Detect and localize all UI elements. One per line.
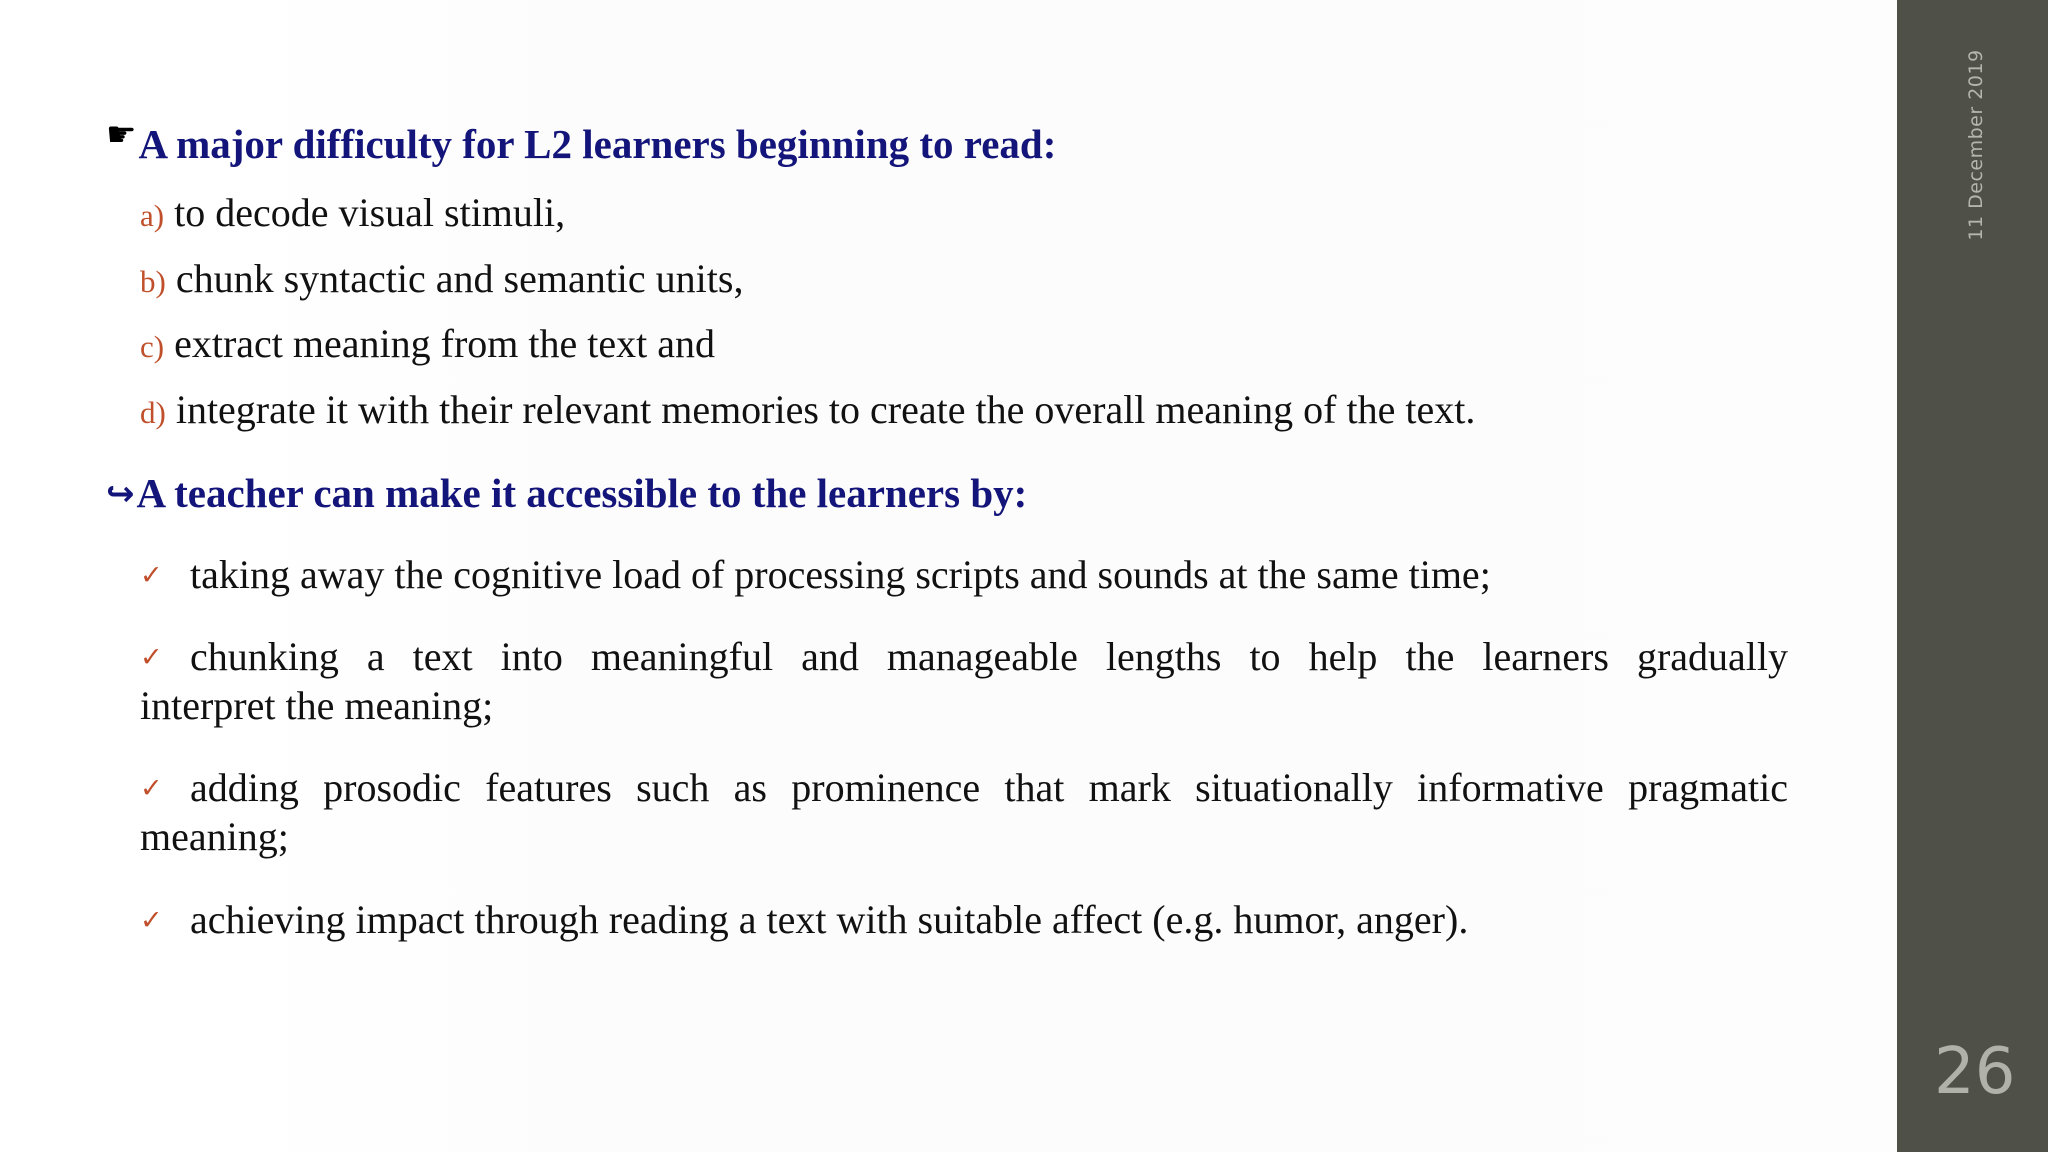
check-list-item <box>140 896 1788 945</box>
slide-date: 11 December 2019 <box>1965 49 1987 241</box>
checkmark-icon: ✓ <box>140 905 163 936</box>
check-item-continuation: meaning; <box>140 814 289 859</box>
list-marker: c) <box>140 329 165 364</box>
checkmark-icon: ✓ <box>140 773 163 804</box>
check-list-item <box>140 764 1788 861</box>
check-item-text: taking away the cognitive load of processing scripts and sounds at the same time; <box>190 552 1491 597</box>
list-item-text: chunk syntactic and semantic units, <box>175 256 744 301</box>
heading-text: A teacher can make it accessible to the learners by: <box>136 470 1028 516</box>
list-item <box>140 321 715 366</box>
list-marker: d) <box>140 395 166 430</box>
heading-text: A major difficulty for L2 learners beginning to read: <box>138 121 1057 167</box>
checkmark-icon: ✓ <box>140 560 163 591</box>
list-item <box>140 387 1476 432</box>
check-list-item <box>140 633 1788 730</box>
check-item-text: achieving impact through reading a text with suitable affect (e.g. humor, anger). <box>190 897 1469 942</box>
check-item-text: chunking a text into meaningful and manageable lengths to help the learners gradually <box>190 634 1788 679</box>
section-heading-difficulty <box>106 115 1057 167</box>
list-item-text: to decode visual stimuli, <box>174 190 566 235</box>
check-item-continuation: interpret the meaning; <box>140 683 494 728</box>
list-item <box>140 256 744 301</box>
hook-arrow-icon: ↪ <box>106 474 135 514</box>
list-marker: b) <box>140 264 166 299</box>
list-item <box>140 190 566 235</box>
checkmark-icon: ✓ <box>140 642 163 673</box>
list-marker: a) <box>140 198 165 233</box>
list-item-text: integrate it with their relevant memories to create the overall meaning of the text. <box>175 387 1476 432</box>
slide-number: 26 <box>1934 1035 2016 1109</box>
pointing-hand-icon: ☛ <box>106 115 137 155</box>
check-list-item <box>140 551 1788 600</box>
section-heading-teacher <box>106 470 1028 516</box>
list-item-text: extract meaning from the text and <box>174 321 715 366</box>
check-item-text: adding prosodic features such as prominence that mark situationally informative pragmatic <box>190 765 1788 810</box>
